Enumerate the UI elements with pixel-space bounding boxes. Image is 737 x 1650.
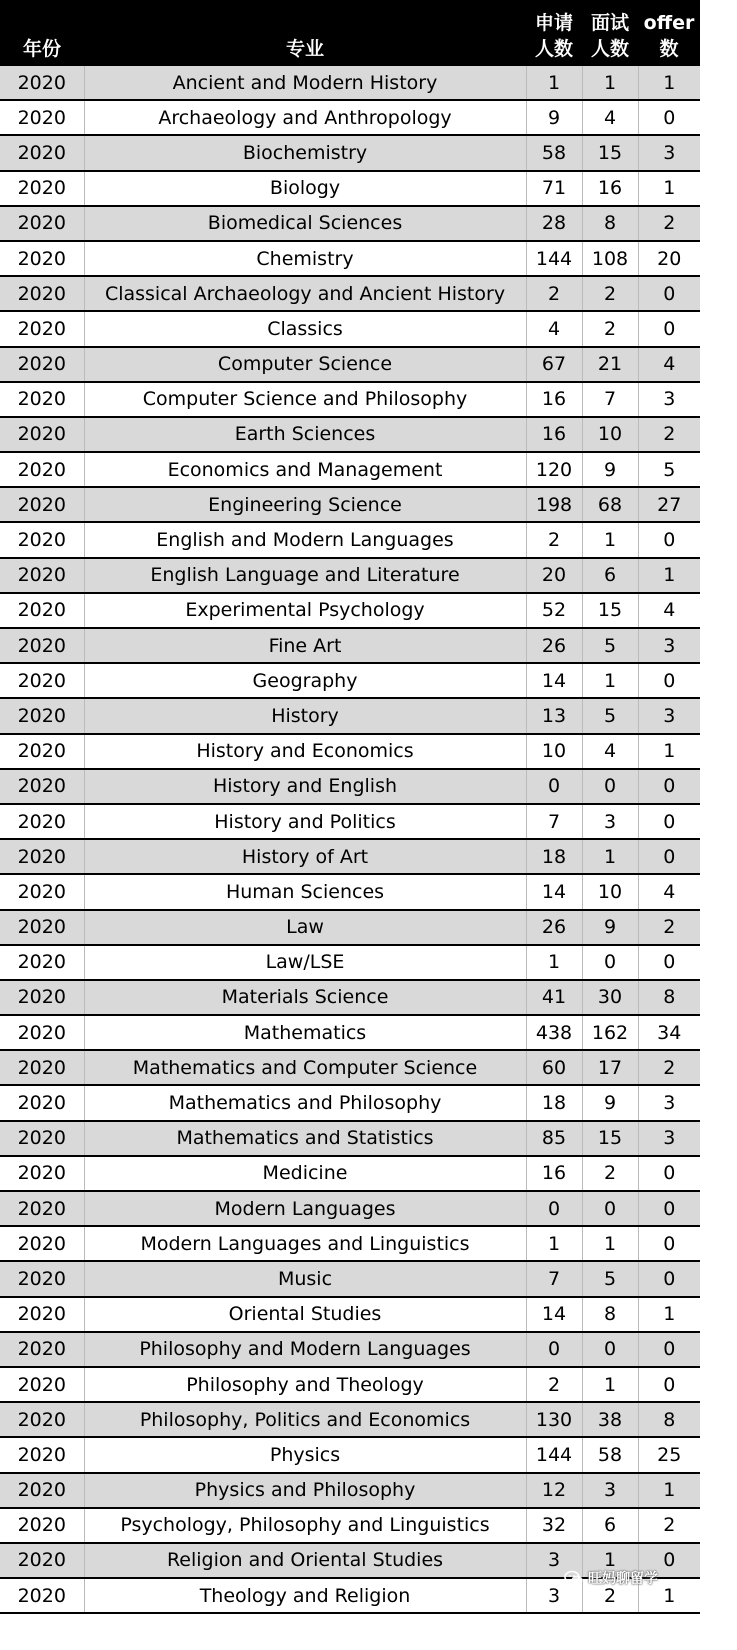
cell-year: 2020 <box>0 1367 84 1402</box>
cell-year: 2020 <box>0 1543 84 1578</box>
cell-major: English and Modern Languages <box>84 522 526 557</box>
cell-applicants: 7 <box>526 804 582 839</box>
cell-major: Philosophy and Theology <box>84 1367 526 1402</box>
cell-applicants: 438 <box>526 1015 582 1050</box>
cell-interviews: 4 <box>582 734 638 769</box>
cell-year: 2020 <box>0 417 84 452</box>
cell-offers: 0 <box>638 311 700 346</box>
cell-major: Modern Languages <box>84 1191 526 1226</box>
cell-year: 2020 <box>0 1156 84 1191</box>
table-row <box>0 206 700 241</box>
cell-offers: 0 <box>638 1226 700 1261</box>
cell-interviews: 10 <box>582 417 638 452</box>
cell-year: 2020 <box>0 1332 84 1367</box>
cell-offers: 3 <box>638 382 700 417</box>
cell-applicants: 85 <box>526 1121 582 1156</box>
table-row <box>0 1085 700 1120</box>
cell-major: Classical Archaeology and Ancient History <box>84 276 526 311</box>
cell-major: Mathematics and Statistics <box>84 1121 526 1156</box>
cell-interviews: 0 <box>582 945 638 980</box>
cell-offers: 2 <box>638 206 700 241</box>
table-row <box>0 100 700 135</box>
cell-interviews: 68 <box>582 487 638 522</box>
table-row <box>0 698 700 733</box>
cell-applicants: 20 <box>526 558 582 593</box>
cell-major: History and Economics <box>84 734 526 769</box>
cell-interviews: 4 <box>582 100 638 135</box>
cell-year: 2020 <box>0 347 84 382</box>
cell-applicants: 4 <box>526 311 582 346</box>
table-row <box>0 628 700 663</box>
table-row <box>0 945 700 980</box>
cell-interviews: 15 <box>582 593 638 628</box>
cell-major: Materials Science <box>84 980 526 1015</box>
cell-applicants: 52 <box>526 593 582 628</box>
cell-interviews: 1 <box>582 1543 638 1578</box>
cell-offers: 34 <box>638 1015 700 1050</box>
cell-interviews: 3 <box>582 1473 638 1508</box>
cell-year: 2020 <box>0 839 84 874</box>
header-year: 年份 <box>0 0 84 66</box>
cell-interviews: 2 <box>582 1578 638 1613</box>
cell-interviews: 1 <box>582 1367 638 1402</box>
cell-interviews: 8 <box>582 1297 638 1332</box>
cell-offers: 4 <box>638 874 700 909</box>
cell-offers: 0 <box>638 522 700 557</box>
cell-interviews: 58 <box>582 1437 638 1472</box>
cell-applicants: 130 <box>526 1402 582 1437</box>
table-row <box>0 980 700 1015</box>
cell-offers: 1 <box>638 171 700 206</box>
cell-applicants: 3 <box>526 1543 582 1578</box>
header-offers <box>638 0 700 66</box>
table-row <box>0 734 700 769</box>
cell-applicants: 0 <box>526 769 582 804</box>
table-row <box>0 171 700 206</box>
cell-applicants: 41 <box>526 980 582 1015</box>
cell-major: Law/LSE <box>84 945 526 980</box>
cell-applicants: 9 <box>526 100 582 135</box>
cell-offers: 0 <box>638 1191 700 1226</box>
cell-offers: 1 <box>638 734 700 769</box>
header-interviews-line2: 人数 <box>590 38 629 60</box>
cell-major: Philosophy, Politics and Economics <box>84 1402 526 1437</box>
cell-major: Music <box>84 1261 526 1296</box>
table-row <box>0 1226 700 1261</box>
table-row <box>0 558 700 593</box>
cell-applicants: 14 <box>526 874 582 909</box>
cell-offers: 20 <box>638 241 700 276</box>
cell-offers: 25 <box>638 1437 700 1472</box>
table-row <box>0 382 700 417</box>
table-body <box>0 66 700 1613</box>
header-applicants <box>526 0 582 66</box>
table-row <box>0 417 700 452</box>
table-row <box>0 1473 700 1508</box>
cell-offers: 2 <box>638 1050 700 1085</box>
watermark-text: 旺妈聊留学 <box>588 1571 658 1587</box>
table-row <box>0 1367 700 1402</box>
cell-major: Theology and Religion <box>84 1578 526 1613</box>
cell-applicants: 16 <box>526 417 582 452</box>
table-row <box>0 1297 700 1332</box>
cell-major: Economics and Management <box>84 452 526 487</box>
cell-year: 2020 <box>0 1508 84 1543</box>
header-applicants-line2: 人数 <box>534 38 573 60</box>
cell-interviews: 0 <box>582 769 638 804</box>
cell-applicants: 1 <box>526 66 582 100</box>
cell-major: Philosophy and Modern Languages <box>84 1332 526 1367</box>
cell-major: Engineering Science <box>84 487 526 522</box>
cell-interviews: 6 <box>582 1508 638 1543</box>
table-row <box>0 1050 700 1085</box>
cell-offers: 1 <box>638 1297 700 1332</box>
table-row <box>0 1437 700 1472</box>
table-row <box>0 522 700 557</box>
header-offers-line1: offer <box>643 12 695 34</box>
cell-interviews: 10 <box>582 874 638 909</box>
cell-interviews: 7 <box>582 382 638 417</box>
cell-interviews: 162 <box>582 1015 638 1050</box>
cell-applicants: 14 <box>526 1297 582 1332</box>
cell-offers: 2 <box>638 910 700 945</box>
cell-interviews: 1 <box>582 839 638 874</box>
cell-major: Medicine <box>84 1156 526 1191</box>
cell-major: Chemistry <box>84 241 526 276</box>
cell-applicants: 26 <box>526 628 582 663</box>
cell-major: Mathematics and Philosophy <box>84 1085 526 1120</box>
cell-applicants: 3 <box>526 1578 582 1613</box>
cell-interviews: 9 <box>582 452 638 487</box>
cell-major: Fine Art <box>84 628 526 663</box>
cell-year: 2020 <box>0 874 84 909</box>
cell-major: Experimental Psychology <box>84 593 526 628</box>
cell-year: 2020 <box>0 1402 84 1437</box>
cell-interviews: 9 <box>582 1085 638 1120</box>
cell-major: English Language and Literature <box>84 558 526 593</box>
cell-applicants: 26 <box>526 910 582 945</box>
cell-year: 2020 <box>0 452 84 487</box>
cell-year: 2020 <box>0 558 84 593</box>
cell-major: History <box>84 698 526 733</box>
cell-interviews: 38 <box>582 1402 638 1437</box>
cell-interviews: 2 <box>582 1156 638 1191</box>
cell-applicants: 7 <box>526 1261 582 1296</box>
cell-major: History and Politics <box>84 804 526 839</box>
cell-applicants: 14 <box>526 663 582 698</box>
cell-year: 2020 <box>0 276 84 311</box>
cell-interviews: 1 <box>582 1226 638 1261</box>
cell-major: Computer Science and Philosophy <box>84 382 526 417</box>
cell-applicants: 18 <box>526 839 582 874</box>
cell-applicants: 28 <box>526 206 582 241</box>
table-row <box>0 839 700 874</box>
cell-year: 2020 <box>0 1121 84 1156</box>
table-row <box>0 1156 700 1191</box>
cell-year: 2020 <box>0 1473 84 1508</box>
cell-offers: 27 <box>638 487 700 522</box>
cell-year: 2020 <box>0 1226 84 1261</box>
cell-year: 2020 <box>0 311 84 346</box>
cell-interviews: 0 <box>582 1332 638 1367</box>
cell-offers: 0 <box>638 1156 700 1191</box>
cell-year: 2020 <box>0 1297 84 1332</box>
table-row <box>0 487 700 522</box>
table-row <box>0 663 700 698</box>
cell-year: 2020 <box>0 734 84 769</box>
cell-applicants: 2 <box>526 1367 582 1402</box>
cell-year: 2020 <box>0 910 84 945</box>
cell-year: 2020 <box>0 1085 84 1120</box>
cell-interviews: 15 <box>582 135 638 170</box>
cell-major: Biology <box>84 171 526 206</box>
cell-year: 2020 <box>0 663 84 698</box>
cell-year: 2020 <box>0 241 84 276</box>
cell-major: Mathematics and Computer Science <box>84 1050 526 1085</box>
cell-interviews: 3 <box>582 804 638 839</box>
cell-applicants: 67 <box>526 347 582 382</box>
cell-interviews: 8 <box>582 206 638 241</box>
table-row <box>0 769 700 804</box>
cell-applicants: 144 <box>526 241 582 276</box>
cell-major: Ancient and Modern History <box>84 66 526 100</box>
table-row <box>0 66 700 100</box>
header-applicants-line1: 申请 <box>534 12 573 34</box>
table-row <box>0 241 700 276</box>
cell-year: 2020 <box>0 1578 84 1613</box>
cell-offers: 1 <box>638 1578 700 1613</box>
cell-interviews: 17 <box>582 1050 638 1085</box>
header-interviews-line1: 面试 <box>590 12 629 34</box>
cell-offers: 0 <box>638 769 700 804</box>
cell-interviews: 5 <box>582 1261 638 1296</box>
cell-year: 2020 <box>0 100 84 135</box>
cell-year: 2020 <box>0 945 84 980</box>
cell-applicants: 1 <box>526 945 582 980</box>
cell-major: History and English <box>84 769 526 804</box>
cell-offers: 3 <box>638 628 700 663</box>
cell-major: Human Sciences <box>84 874 526 909</box>
header-row <box>0 0 700 66</box>
table-row <box>0 347 700 382</box>
cell-year: 2020 <box>0 1015 84 1050</box>
cell-applicants: 1 <box>526 1226 582 1261</box>
table-row <box>0 910 700 945</box>
cell-applicants: 2 <box>526 522 582 557</box>
cell-applicants: 2 <box>526 276 582 311</box>
table-header <box>0 0 700 66</box>
header-interviews <box>582 0 638 66</box>
cell-interviews: 21 <box>582 347 638 382</box>
cell-interviews: 30 <box>582 980 638 1015</box>
cell-offers: 1 <box>638 558 700 593</box>
cell-major: Religion and Oriental Studies <box>84 1543 526 1578</box>
cell-offers: 0 <box>638 1367 700 1402</box>
table-row <box>0 1191 700 1226</box>
cell-offers: 0 <box>638 663 700 698</box>
table-row <box>0 1261 700 1296</box>
table-row <box>0 1121 700 1156</box>
cell-offers: 0 <box>638 1543 700 1578</box>
cell-offers: 0 <box>638 100 700 135</box>
cell-major: Biomedical Sciences <box>84 206 526 241</box>
cell-applicants: 60 <box>526 1050 582 1085</box>
table-row <box>0 1332 700 1367</box>
cell-offers: 8 <box>638 1402 700 1437</box>
wechat-icon <box>564 1570 584 1586</box>
cell-year: 2020 <box>0 698 84 733</box>
cell-major: History of Art <box>84 839 526 874</box>
cell-applicants: 144 <box>526 1437 582 1472</box>
cell-major: Computer Science <box>84 347 526 382</box>
cell-year: 2020 <box>0 1437 84 1472</box>
cell-interviews: 15 <box>582 1121 638 1156</box>
cell-major: Law <box>84 910 526 945</box>
cell-interviews: 16 <box>582 171 638 206</box>
cell-year: 2020 <box>0 522 84 557</box>
cell-year: 2020 <box>0 1050 84 1085</box>
cell-major: Mathematics <box>84 1015 526 1050</box>
cell-interviews: 1 <box>582 663 638 698</box>
cell-offers: 3 <box>638 1121 700 1156</box>
cell-applicants: 32 <box>526 1508 582 1543</box>
cell-applicants: 198 <box>526 487 582 522</box>
cell-applicants: 10 <box>526 734 582 769</box>
cell-year: 2020 <box>0 206 84 241</box>
cell-offers: 1 <box>638 66 700 100</box>
cell-offers: 2 <box>638 417 700 452</box>
cell-offers: 1 <box>638 1473 700 1508</box>
cell-interviews: 1 <box>582 66 638 100</box>
cell-offers: 3 <box>638 1085 700 1120</box>
cell-year: 2020 <box>0 980 84 1015</box>
cell-interviews: 2 <box>582 311 638 346</box>
watermark <box>564 1568 658 1588</box>
cell-offers: 0 <box>638 839 700 874</box>
cell-year: 2020 <box>0 628 84 663</box>
cell-year: 2020 <box>0 135 84 170</box>
table-row <box>0 452 700 487</box>
cell-applicants: 18 <box>526 1085 582 1120</box>
cell-interviews: 108 <box>582 241 638 276</box>
cell-offers: 0 <box>638 804 700 839</box>
header-offers-line2: 数 <box>659 38 679 60</box>
cell-applicants: 0 <box>526 1191 582 1226</box>
cell-year: 2020 <box>0 382 84 417</box>
cell-applicants: 16 <box>526 1156 582 1191</box>
cell-applicants: 71 <box>526 171 582 206</box>
cell-interviews: 5 <box>582 698 638 733</box>
cell-offers: 2 <box>638 1508 700 1543</box>
cell-applicants: 0 <box>526 1332 582 1367</box>
cell-year: 2020 <box>0 1191 84 1226</box>
cell-applicants: 16 <box>526 382 582 417</box>
table-row <box>0 311 700 346</box>
cell-major: Psychology, Philosophy and Linguistics <box>84 1508 526 1543</box>
cell-year: 2020 <box>0 171 84 206</box>
cell-offers: 0 <box>638 945 700 980</box>
table-row <box>0 874 700 909</box>
cell-major: Physics <box>84 1437 526 1472</box>
table-row <box>0 135 700 170</box>
cell-offers: 0 <box>638 1332 700 1367</box>
cell-year: 2020 <box>0 804 84 839</box>
table-row <box>0 1015 700 1050</box>
cell-interviews: 1 <box>582 522 638 557</box>
cell-major: Earth Sciences <box>84 417 526 452</box>
cell-year: 2020 <box>0 1261 84 1296</box>
cell-major: Biochemistry <box>84 135 526 170</box>
table-row <box>0 1508 700 1543</box>
table-row <box>0 1402 700 1437</box>
cell-applicants: 58 <box>526 135 582 170</box>
cell-interviews: 5 <box>582 628 638 663</box>
cell-offers: 3 <box>638 135 700 170</box>
cell-applicants: 13 <box>526 698 582 733</box>
cell-year: 2020 <box>0 487 84 522</box>
cell-offers: 8 <box>638 980 700 1015</box>
table-row <box>0 276 700 311</box>
cell-interviews: 9 <box>582 910 638 945</box>
cell-major: Archaeology and Anthropology <box>84 100 526 135</box>
cell-major: Oriental Studies <box>84 1297 526 1332</box>
cell-offers: 0 <box>638 1261 700 1296</box>
cell-interviews: 2 <box>582 276 638 311</box>
cell-interviews: 0 <box>582 1191 638 1226</box>
cell-offers: 3 <box>638 698 700 733</box>
cell-offers: 0 <box>638 276 700 311</box>
header-major: 专业 <box>84 0 526 66</box>
cell-offers: 4 <box>638 593 700 628</box>
cell-year: 2020 <box>0 593 84 628</box>
cell-offers: 4 <box>638 347 700 382</box>
cell-major: Geography <box>84 663 526 698</box>
table-row <box>0 804 700 839</box>
cell-applicants: 12 <box>526 1473 582 1508</box>
cell-interviews: 6 <box>582 558 638 593</box>
cell-applicants: 120 <box>526 452 582 487</box>
cell-year: 2020 <box>0 66 84 100</box>
table-row <box>0 593 700 628</box>
cell-major: Classics <box>84 311 526 346</box>
cell-major: Physics and Philosophy <box>84 1473 526 1508</box>
cell-year: 2020 <box>0 769 84 804</box>
cell-major: Modern Languages and Linguistics <box>84 1226 526 1261</box>
cell-offers: 5 <box>638 452 700 487</box>
